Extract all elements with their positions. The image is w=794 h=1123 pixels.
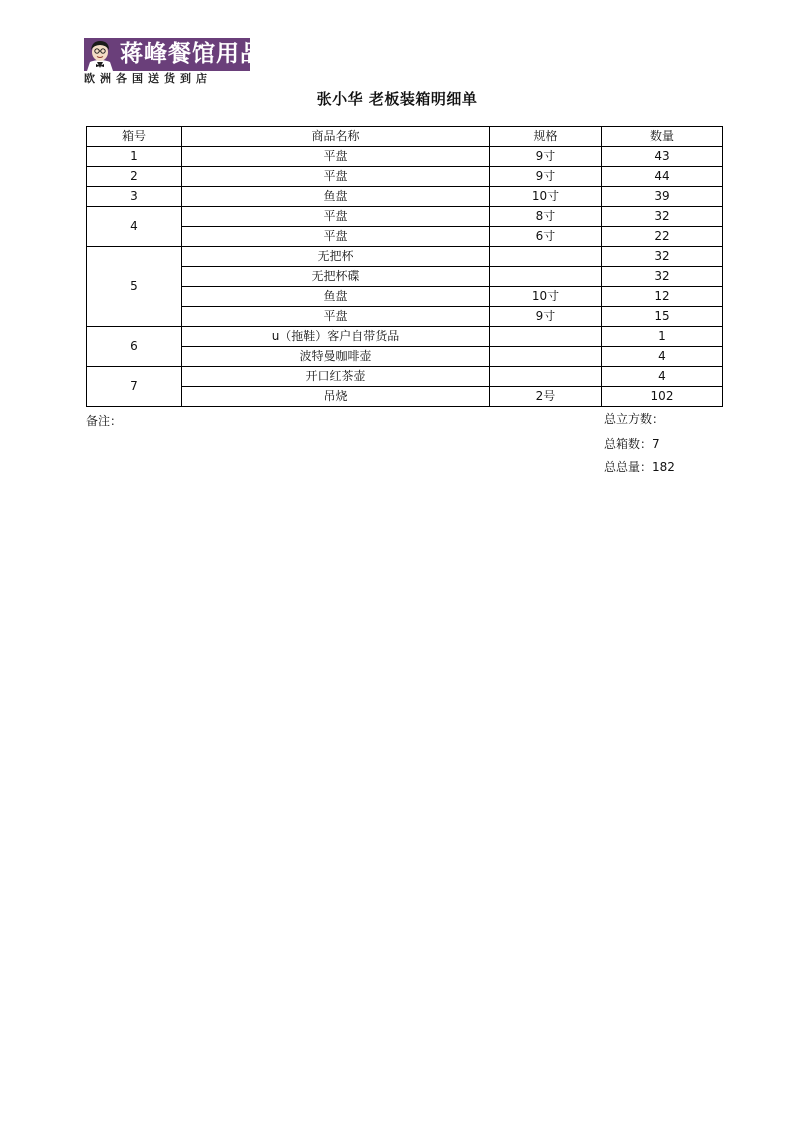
box-number: 7	[87, 367, 182, 407]
col-header-name: 商品名称	[182, 127, 490, 147]
item-spec: 9寸	[490, 307, 602, 327]
page-title: 张小华 老板装箱明细单	[316, 90, 478, 108]
box-number: 1	[87, 147, 182, 167]
table-row	[87, 167, 723, 187]
item-name: 鱼盘	[182, 187, 490, 207]
box-number: 3	[87, 187, 182, 207]
item-qty: 4	[602, 367, 723, 387]
item-spec: 9寸	[490, 167, 602, 187]
item-name: 无把杯碟	[182, 267, 490, 287]
col-header-box: 箱号	[87, 127, 182, 147]
table-row	[87, 247, 723, 267]
item-qty: 1	[602, 327, 723, 347]
item-spec: 2号	[490, 387, 602, 407]
item-qty: 12	[602, 287, 723, 307]
total-volume-label: 总立方数：	[604, 412, 665, 426]
table-row	[87, 347, 723, 367]
item-qty: 43	[602, 147, 723, 167]
brand-logo	[84, 38, 264, 88]
table-row	[87, 147, 723, 167]
item-spec	[490, 347, 602, 367]
table-row	[87, 287, 723, 307]
item-spec	[490, 267, 602, 287]
item-name: 吊烧	[182, 387, 490, 407]
item-name: 波特曼咖啡壶	[182, 347, 490, 367]
item-name: u（拖鞋）客户自带货品	[182, 327, 490, 347]
total-quantity-label: 总总量：	[604, 460, 653, 474]
item-qty: 39	[602, 187, 723, 207]
total-boxes-value: 7	[652, 437, 660, 451]
item-name: 平盘	[182, 227, 490, 247]
item-spec	[490, 367, 602, 387]
table-header-row	[87, 127, 723, 147]
total-quantity-value: 182	[652, 460, 675, 474]
logo-portrait-icon	[84, 38, 116, 71]
col-header-qty: 数量	[602, 127, 723, 147]
item-spec: 10寸	[490, 187, 602, 207]
item-spec: 9寸	[490, 147, 602, 167]
item-name: 平盘	[182, 147, 490, 167]
item-qty: 32	[602, 247, 723, 267]
item-spec: 10寸	[490, 287, 602, 307]
item-qty: 22	[602, 227, 723, 247]
item-spec	[490, 327, 602, 347]
item-name: 无把杯	[182, 247, 490, 267]
table-row	[87, 387, 723, 407]
item-name: 平盘	[182, 307, 490, 327]
item-qty: 4	[602, 347, 723, 367]
item-spec	[490, 247, 602, 267]
total-boxes	[604, 435, 660, 452]
total-boxes-label: 总箱数：	[604, 437, 653, 451]
item-qty: 32	[602, 207, 723, 227]
item-qty: 32	[602, 267, 723, 287]
item-spec: 6寸	[490, 227, 602, 247]
item-name: 平盘	[182, 167, 490, 187]
item-qty: 102	[602, 387, 723, 407]
table-row	[87, 187, 723, 207]
logo-tagline: 欧洲各国送货到店	[84, 72, 212, 85]
total-volume	[604, 410, 664, 427]
item-spec: 8寸	[490, 207, 602, 227]
table-row	[87, 267, 723, 287]
box-number: 6	[87, 327, 182, 367]
table-row	[87, 227, 723, 247]
table-row	[87, 327, 723, 347]
logo-name: 蒋峰餐馆用品	[120, 41, 264, 67]
box-number: 4	[87, 207, 182, 247]
table-row	[87, 367, 723, 387]
item-qty: 15	[602, 307, 723, 327]
table-row	[87, 207, 723, 227]
item-qty: 44	[602, 167, 723, 187]
packing-table	[86, 126, 723, 407]
remark-label: 备注：	[86, 414, 123, 428]
item-name: 平盘	[182, 207, 490, 227]
box-number: 5	[87, 247, 182, 327]
box-number: 2	[87, 167, 182, 187]
total-quantity	[604, 458, 675, 475]
item-name: 开口红茶壶	[182, 367, 490, 387]
table-row	[87, 307, 723, 327]
item-name: 鱼盘	[182, 287, 490, 307]
col-header-spec: 规格	[490, 127, 602, 147]
